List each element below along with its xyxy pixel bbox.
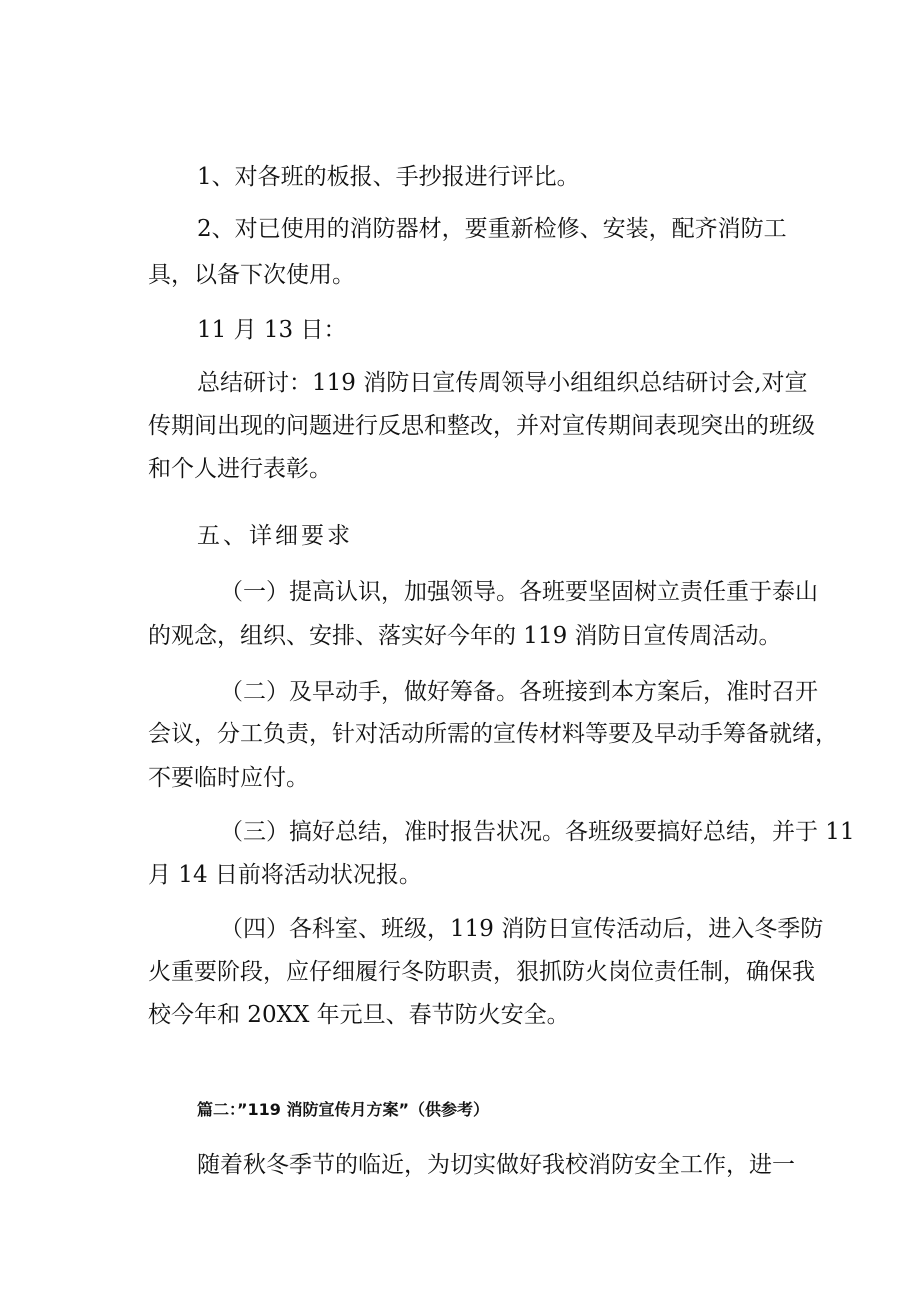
requirement-4-line-2: 火重要阶段，应仔细履行冬防职责，狠抓防火岗位责任制，确保我 xyxy=(148,959,815,985)
requirement-2-line-2: 会议，分工负责，针对活动所需的宣传材料等要及早动手筹备就绪， xyxy=(148,721,838,747)
paragraph-line-item-1: 1、对各班的板报、手抄报进行评比。 xyxy=(197,164,580,190)
requirement-4-line-3: 校今年和 20XX 年元旦、春节防火安全。 xyxy=(148,1002,570,1028)
summary-line-1: 总结研讨：119 消防日宣传周领导小组组织总结研讨会,对宣 xyxy=(197,370,808,396)
paragraph-line-item-2: 2、对已使用的消防器材，要重新检修、安装，配齐消防工 xyxy=(197,216,787,242)
summary-line-3: 和个人进行表彰。 xyxy=(148,456,332,482)
requirement-4-line-1: （四）各科室、班级，119 消防日宣传活动后，进入冬季防 xyxy=(220,916,824,942)
article-2-intro-line: 随着秋冬季节的临近，为切实做好我校消防安全工作，进一 xyxy=(197,1152,795,1178)
requirement-3-line-1: （三）搞好总结，准时报告状况。各班级要搞好总结，并于 11 xyxy=(220,819,855,845)
requirement-2-line-3: 不要临时应付。 xyxy=(148,765,309,791)
paragraph-line-item-2-cont: 具，以备下次使用。 xyxy=(148,262,355,288)
summary-line-2: 传期间出现的问题进行反思和整改，并对宣传期间表现突出的班级 xyxy=(148,413,815,439)
section-heading-5: 五、详细要求 xyxy=(197,523,353,549)
requirement-1-line-1: （一）提高认识，加强领导。各班要坚固树立责任重于泰山 xyxy=(220,579,818,605)
requirement-2-line-1: （二）及早动手，做好筹备。各班接到本方案后，准时召开 xyxy=(220,679,818,705)
article-2-title: 篇二：”119 消防宣传月方案”（供参考） xyxy=(197,1100,490,1119)
requirement-3-line-2: 月 14 日前将活动状况报。 xyxy=(148,862,422,888)
requirement-1-line-2: 的观念，组织、安排、落实好今年的 119 消防日宣传周活动。 xyxy=(148,623,782,649)
date-heading: 11 月 13 日： xyxy=(197,317,347,343)
